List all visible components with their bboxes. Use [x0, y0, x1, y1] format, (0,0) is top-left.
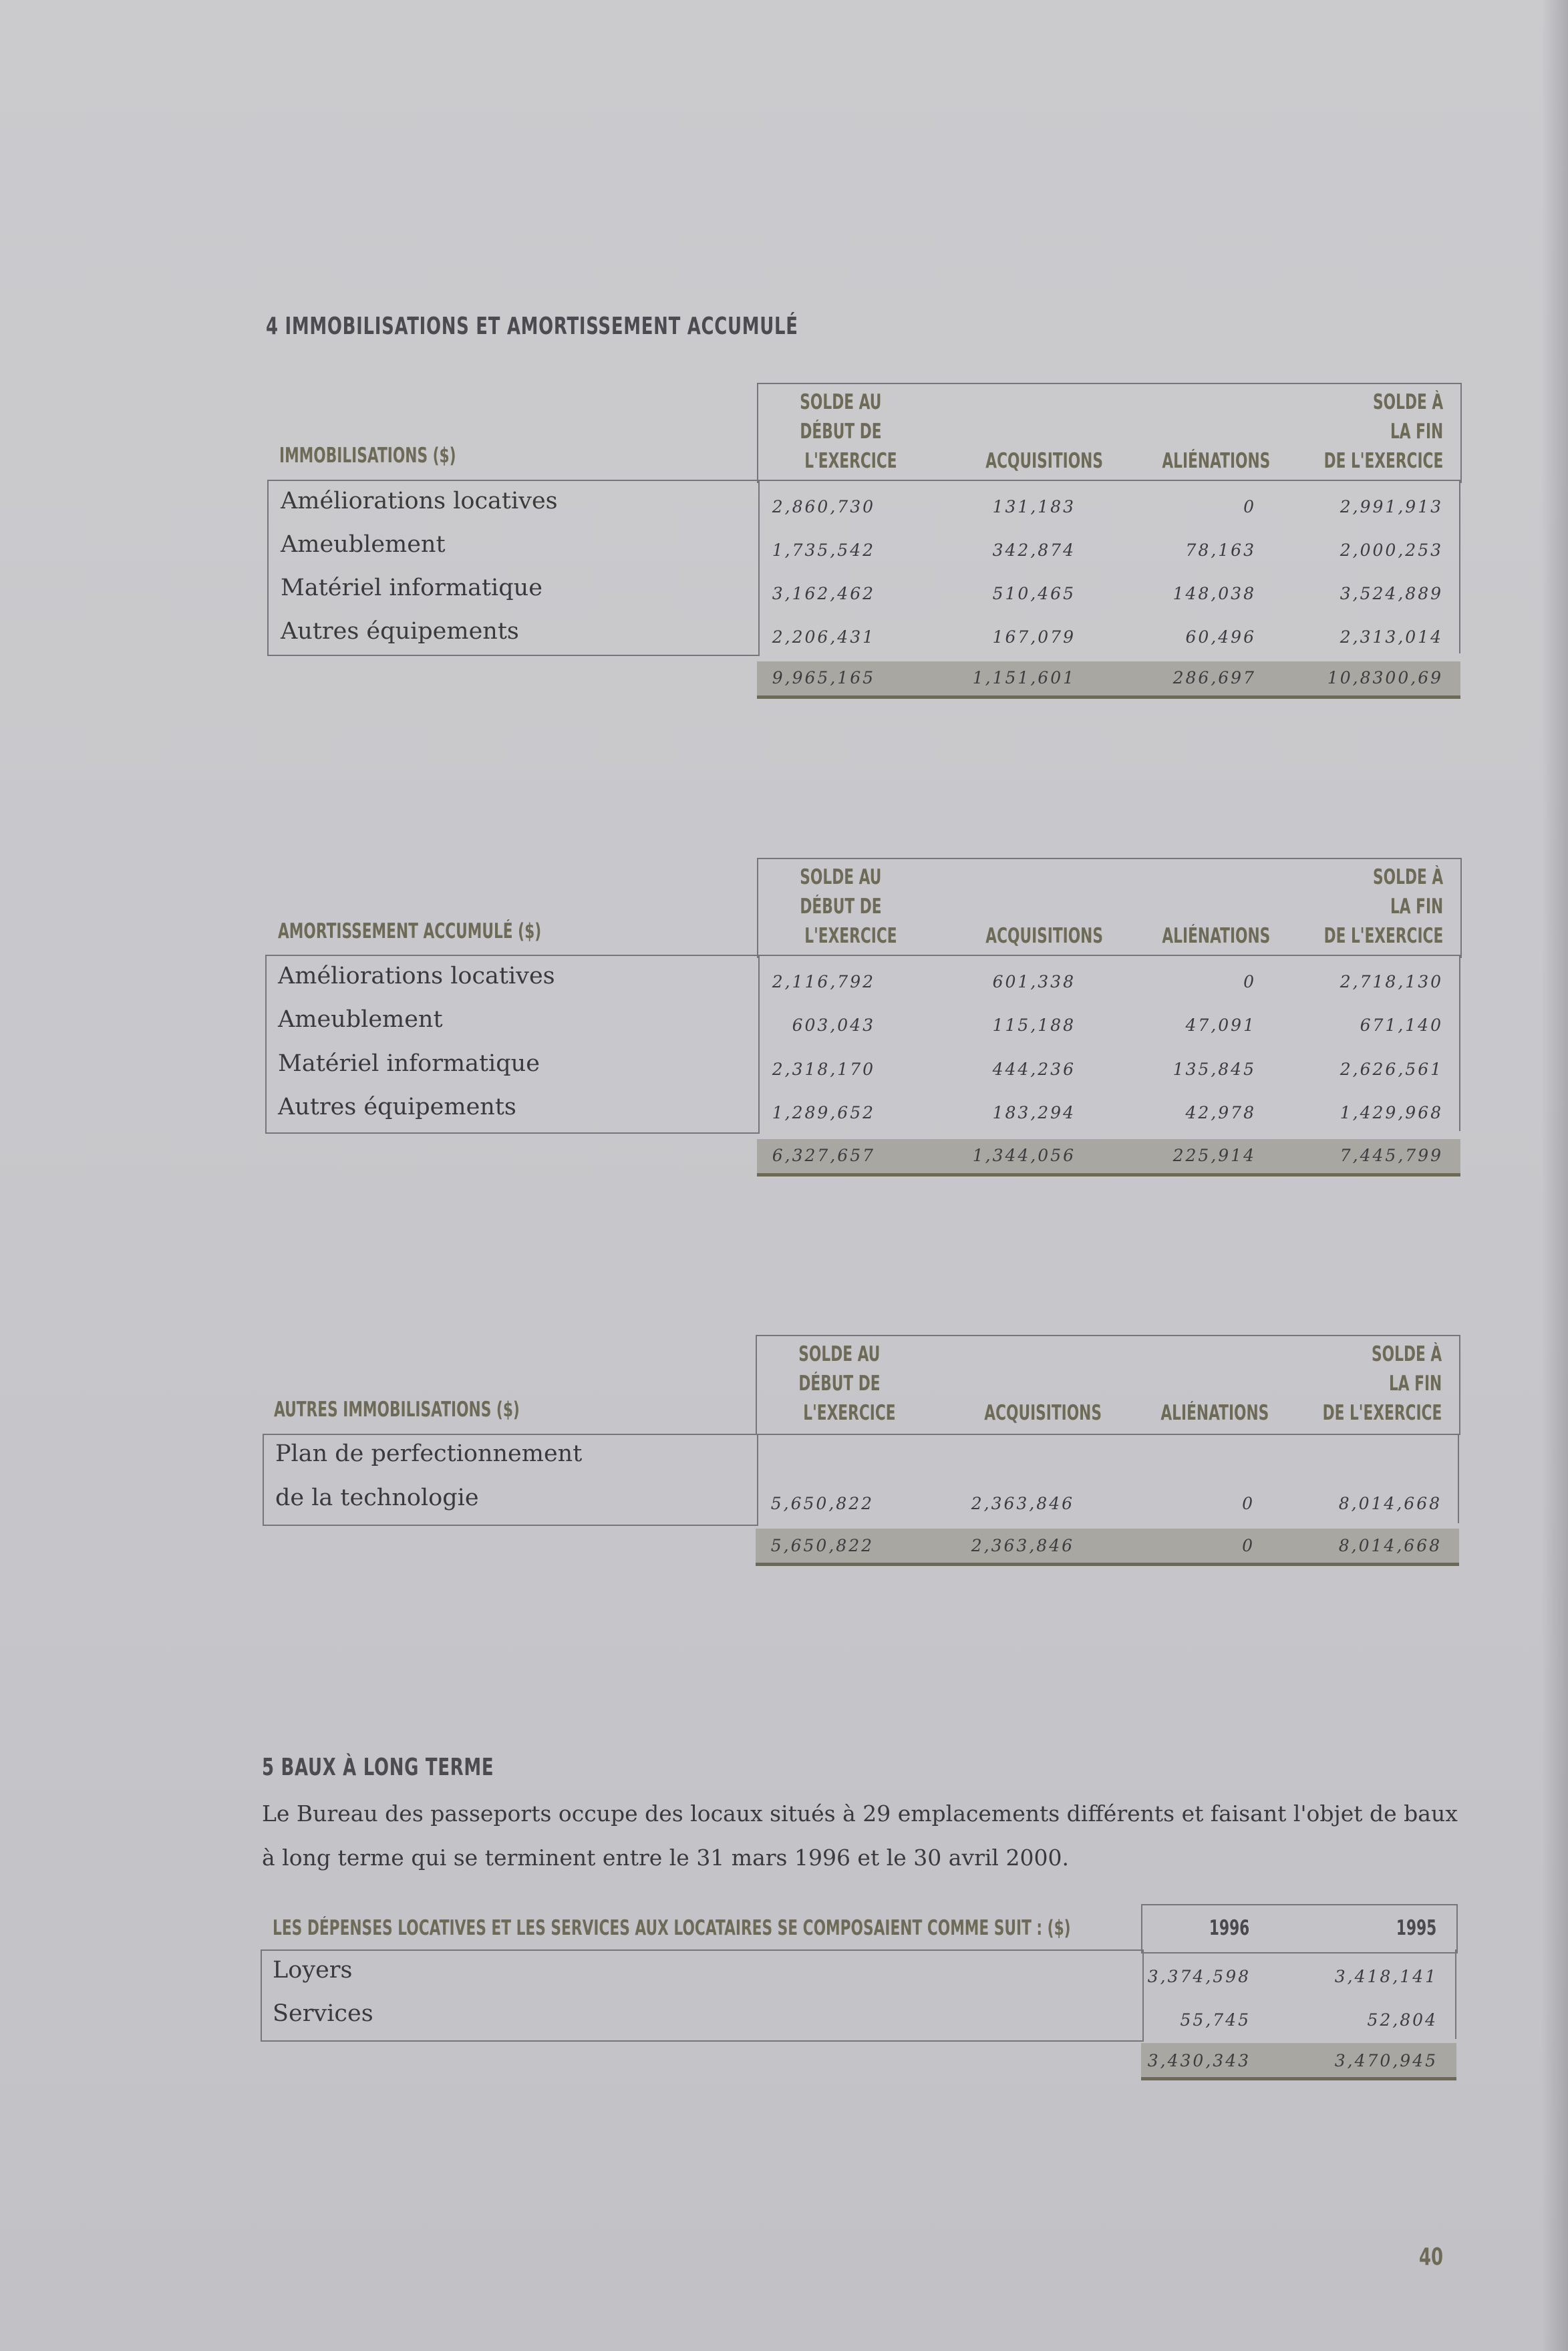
table-cell: 2,000,253	[1340, 540, 1443, 560]
table-cell: 2,626,561	[1340, 1060, 1443, 1079]
table-immo-label: IMMOBILISATIONS ($)	[279, 444, 456, 468]
table-cell: 1,735,542	[772, 540, 875, 560]
table-cell: 2,718,130	[1340, 972, 1443, 991]
table-cell: 78,163	[1185, 540, 1256, 560]
table-cell: 671,140	[1360, 1015, 1443, 1035]
table-total-cell: 3,430,343	[1147, 2051, 1251, 2070]
table-total-cell: 5,650,822	[770, 1536, 874, 1555]
table-amort-right-rule	[1459, 955, 1460, 1131]
table-cell: 444,236	[992, 1060, 1076, 1079]
table-row-label: Améliorations locatives	[281, 488, 558, 514]
table-autres-right-rule	[1458, 1434, 1459, 1523]
table-immo-right-rule	[1459, 480, 1460, 653]
table-cell: 342,874	[992, 540, 1076, 560]
table-total-cell: 9,965,165	[772, 668, 875, 687]
table-total-cell: 10,8300,69	[1327, 668, 1443, 687]
table-cell: 52,804	[1367, 2010, 1438, 2030]
table-cell: 3,162,462	[772, 584, 875, 603]
table-autres-header-rule	[756, 1434, 1459, 1435]
table-row-label: Matériel informatique	[281, 575, 542, 601]
table-cell: 2,318,170	[772, 1060, 875, 1079]
table-total-cell: 7,445,799	[1340, 1146, 1443, 1165]
table-immo-col2-header: ACQUISITIONS	[985, 449, 1103, 473]
table-cell: 1,289,652	[772, 1103, 875, 1122]
table-row-label: Ameublement	[278, 1006, 443, 1033]
table-amort-col4-header: SOLDE À LA FIN DE L'EXERCICE	[1323, 865, 1443, 948]
table-total-cell: 0	[1242, 1536, 1255, 1555]
table-cell: 3,418,141	[1334, 1967, 1438, 1986]
table-autres-col2-header: ACQUISITIONS	[984, 1401, 1102, 1425]
table-amort-header-rule	[757, 955, 1460, 956]
table-cell: 115,188	[992, 1015, 1076, 1035]
table-amort-label: AMORTISSEMENT ACCUMULÉ ($)	[278, 919, 542, 943]
section-5-title	[262, 1754, 584, 1781]
table-loyers-label: LES DÉPENSES LOCATIVES ET LES SERVICES AUX LOCATAIRES SE COMPOSAIENT COMME SUIT : ($)	[273, 1916, 1071, 1940]
section-5-title-text: 5 BAUX À LONG TERME	[262, 1754, 494, 1781]
table-amort-col3-header: ALIÉNATIONS	[1162, 924, 1271, 948]
table-cell: 183,294	[992, 1103, 1076, 1122]
table-row-label: Améliorations locatives	[278, 963, 555, 989]
table-cell: 3,374,598	[1147, 1967, 1251, 1986]
table-cell: 148,038	[1172, 584, 1256, 603]
table-row-label: Ameublement	[281, 531, 446, 558]
table-cell: 3,524,889	[1340, 584, 1443, 603]
table-total-cell: 286,697	[1172, 668, 1256, 687]
section-4-title	[266, 313, 1005, 340]
table-cell: 2,860,730	[772, 497, 875, 516]
table-amort-col2-header: ACQUISITIONS	[985, 924, 1103, 948]
table-autres-col1-header: SOLDE AU DÉBUT DE L'EXERCICE	[798, 1342, 896, 1425]
table-cell: 0	[1243, 497, 1256, 516]
page-edge-shadow	[1541, 0, 1568, 2351]
table-row-label: Services	[273, 2000, 373, 2027]
table-cell: 2,116,792	[772, 972, 875, 991]
table-autres-label: AUTRES IMMOBILISATIONS ($)	[274, 1398, 520, 1422]
table-cell: 2,363,846	[971, 1494, 1074, 1513]
table-cell: 601,338	[992, 972, 1076, 991]
section-4-title-text: 4 IMMOBILISATIONS ET AMORTISSEMENT ACCUMULÉ	[266, 313, 798, 340]
table-cell: 47,091	[1185, 1015, 1256, 1035]
section-5-paragraph: Le Bureau des passeports occupe des locaux situés à 29 emplacements différents et faisant l'objet de baux à long terme qui se terminent entre le 31 mars 1996 et le 30 avril 2000.	[262, 1800, 1458, 1871]
table-cell: 1,429,968	[1340, 1103, 1443, 1122]
table-cell: 167,079	[992, 627, 1076, 647]
table-total-cell: 225,914	[1172, 1146, 1256, 1165]
table-immo-col3-header: ALIÉNATIONS	[1162, 449, 1271, 473]
table-cell: 0	[1242, 1494, 1255, 1513]
table-cell: 135,845	[1172, 1060, 1256, 1079]
table-total-cell: 1,151,601	[972, 668, 1076, 687]
table-loyers-year1: 1996	[1209, 1916, 1249, 1940]
table-row-label: Plan de perfectionnement	[275, 1440, 583, 1467]
table-cell: 8,014,668	[1338, 1494, 1442, 1513]
table-loyers-label-box	[261, 1949, 1144, 2042]
table-cell: 0	[1243, 972, 1256, 991]
table-total-cell: 8,014,668	[1338, 1536, 1442, 1555]
table-cell: 131,183	[992, 497, 1076, 516]
table-cell: 60,496	[1185, 627, 1256, 647]
table-row-label: Loyers	[273, 1957, 353, 1984]
table-immo-col1-header: SOLDE AU DÉBUT DE L'EXERCICE	[800, 390, 897, 473]
table-total-cell: 2,363,846	[971, 1536, 1074, 1555]
table-cell: 2,206,431	[772, 627, 875, 647]
table-total-cell: 1,344,056	[972, 1146, 1076, 1165]
table-cell: 5,650,822	[770, 1494, 874, 1513]
table-loyers-year2: 1995	[1396, 1916, 1436, 1940]
table-cell: 55,745	[1180, 2010, 1251, 2030]
table-cell: 603,043	[792, 1015, 875, 1035]
table-row-label: Autres équipements	[278, 1094, 516, 1120]
table-cell: 2,991,913	[1340, 497, 1443, 516]
table-amort-col1-header: SOLDE AU DÉBUT DE L'EXERCICE	[800, 865, 897, 948]
table-autres-col4-header: SOLDE À LA FIN DE L'EXERCICE	[1322, 1342, 1442, 1425]
table-autres-col3-header: ALIÉNATIONS	[1160, 1401, 1269, 1425]
table-row-label: Autres équipements	[281, 618, 519, 645]
table-total-cell: 3,470,945	[1334, 2051, 1438, 2070]
table-total-cell: 6,327,657	[772, 1146, 875, 1165]
table-row-label: de la technologie	[275, 1484, 479, 1511]
table-immo-col4-header: SOLDE À LA FIN DE L'EXERCICE	[1323, 390, 1443, 473]
table-cell: 510,465	[992, 584, 1076, 603]
table-immo-header-rule	[757, 480, 1460, 481]
page-number: 40	[1419, 2243, 1444, 2271]
table-loyers-right-rule	[1455, 1949, 1456, 2039]
table-cell: 42,978	[1185, 1103, 1256, 1122]
table-row-label: Matériel informatique	[278, 1050, 540, 1077]
table-cell: 2,313,014	[1340, 627, 1443, 647]
